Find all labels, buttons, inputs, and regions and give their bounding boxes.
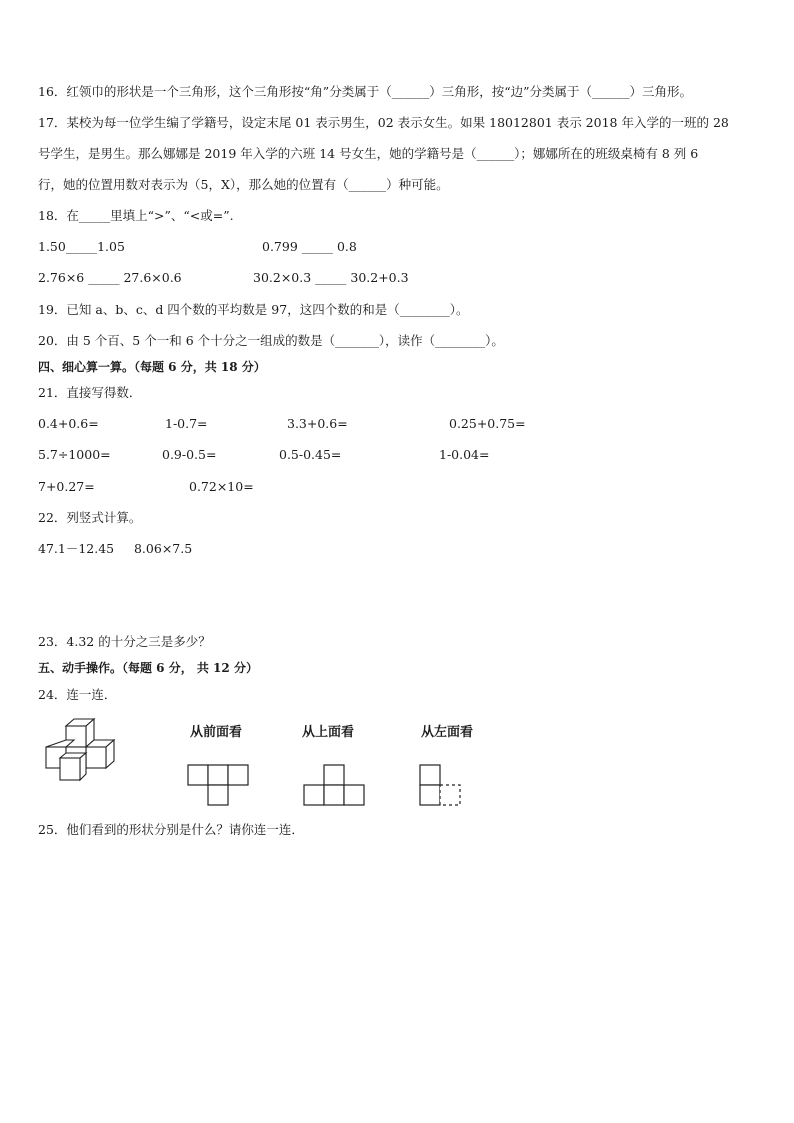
q21-item: 1-0.04= [439, 447, 490, 462]
view-shape-inverted-t [302, 763, 368, 808]
q21-item: 0.25+0.75= [449, 416, 526, 431]
question-23: 23．4.32 的十分之三是多少？ [38, 634, 211, 649]
q21-item: 0.72×10= [189, 479, 254, 494]
view-shape-t [186, 763, 252, 808]
q18-item: 1.50_____1.05 [38, 239, 125, 254]
question-17-line-1: 17．某校为每一位学生编了学籍号，设定末尾 01 表示男生，02 表示女生。如果 18012801 表示 2018 年入学的一班的 28 [38, 115, 729, 130]
question-20: 20．由 5 个百、5 个一和 6 个十分之一组成的数是（_______），读作（________）。 [38, 333, 504, 348]
q21-item: 0.9-0.5= [162, 447, 217, 462]
q21-item: 5.7÷1000= [38, 447, 111, 462]
q18-item: 30.2×0.3 _____ 30.2+0.3 [253, 270, 409, 285]
question-18: 18．在_____里填上“>”、“<或=”. [38, 208, 234, 223]
q18-item: 2.76×6 _____ 27.6×0.6 [38, 270, 182, 285]
question-22: 22．列竖式计算。 [38, 510, 142, 525]
q21-item: 0.4+0.6= [38, 416, 99, 431]
q18-item: 0.799 _____ 0.8 [262, 239, 357, 254]
q21-item: 1-0.7= [165, 416, 208, 431]
view-label-top: 从上面看 [302, 725, 355, 740]
view-shape-l [418, 763, 466, 808]
section-5-heading: 五、动手操作。（每题 6 分， 共 12 分） [38, 661, 258, 675]
question-17-line-3: 行，她的位置用数对表示为（5，X），那么她的位置有（______）种可能。 [38, 177, 449, 192]
section-4-heading: 四、细心算一算。（每题 6 分，共 18 分） [38, 360, 266, 374]
question-19: 19．已知 a、b、c、d 四个数的平均数是 97，这四个数的和是（________）。 [38, 302, 469, 317]
cube-stack-figure [40, 718, 140, 790]
view-label-front: 从前面看 [190, 725, 243, 740]
view-label-left: 从左面看 [421, 725, 474, 740]
q21-item: 7+0.27= [38, 479, 95, 494]
q22-expressions: 47.1－12.45 8.06×7.5 [38, 541, 193, 556]
question-24: 24．连一连． [38, 687, 117, 702]
q21-item: 0.5-0.45= [279, 447, 342, 462]
question-16: 16．红领巾的形状是一个三角形，这个三角形按“角”分类属于（______）三角形，按“边”分类属于（______）三角形。 [38, 84, 692, 99]
q21-item: 3.3+0.6= [287, 416, 348, 431]
question-25: 25．他们看到的形状分别是什么？请你连一连． [38, 822, 304, 837]
question-21: 21．直接写得数． [38, 385, 142, 400]
question-17-line-2: 号学生，是男生。那么娜娜是 2019 年入学的六班 14 号女生，她的学籍号是（______）；娜娜所在的班级桌椅有 8 列 6 [38, 146, 699, 161]
